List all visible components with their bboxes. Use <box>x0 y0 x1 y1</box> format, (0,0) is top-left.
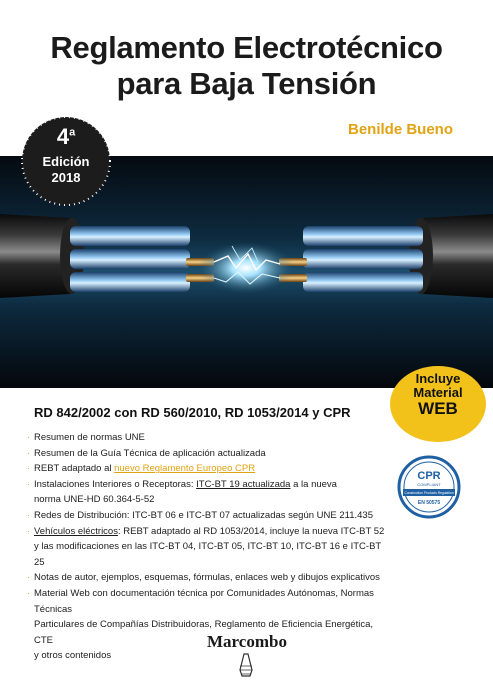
cpr-seal-top: CPR <box>417 470 441 482</box>
edition-number: 4 <box>56 124 70 149</box>
book-title-line-1: Reglamento Electrotécnico <box>50 30 443 65</box>
book-title-line-2: para Baja Tensión <box>116 66 377 101</box>
list-item: · Instalaciones Interiores o Receptoras: ITC-BT 19 actualizada a la nueva norma UNE-HD 60.364-5-52 <box>27 478 337 506</box>
edition-label: Edición <box>42 154 90 169</box>
web-material-text <box>389 372 487 418</box>
list-item: · Vehículos eléctricos: REBT adaptado al RD 1053/2014, incluye la nueva ITC-BT 52 y las modificaciones en las ITC-BT 04, ITC-BT 05, ITC-BT 10, ITC-BT 16 e ITC-BT 25 <box>27 525 385 568</box>
list-item: · Notas de autor, ejemplos, esquemas, fórmulas, enlaces web y dibujos explicativos <box>27 572 380 584</box>
cpr-seal-icon <box>397 455 461 519</box>
cpr-seal-sub: COMPLIANT <box>417 482 441 487</box>
cpr-seal-code: EN 50575 <box>417 500 441 506</box>
list-item: · Redes de Distribución: ITC-BT 06 e ITC-BT 07 actualizadas según UNE 211.435 <box>27 509 374 521</box>
edition-superscript: a <box>69 126 76 139</box>
publisher-name: Marcombo <box>207 632 287 651</box>
feature-list <box>27 430 394 664</box>
list-item: · REBT adaptado al nuevo Reglamento Europeo CPR <box>27 463 256 475</box>
list-item: · Material Web con documentación técnica por Comunidades Autónomas, Normas Técnicas Particulares de Compañías Distribuidoras, Reglamento de Eficiencia Energética, CTE y otros contenidos <box>27 587 374 662</box>
edition-year: 2018 <box>51 170 81 185</box>
web-badge-line-3: WEB <box>418 399 458 418</box>
list-item: · Resumen de normas UNE <box>27 432 145 443</box>
cpr-seal-band: Construction Products Regulation <box>404 491 454 495</box>
web-badge-line-1: Incluye <box>415 371 461 386</box>
edition-badge-text <box>19 114 113 208</box>
author-name: Benilde Bueno <box>347 121 453 138</box>
list-item: · Resumen de la Guía Técnica de aplicación actualizada <box>27 447 266 459</box>
rd-heading: RD 842/2002 con RD 560/2010, RD 1053/2014 y CPR <box>34 405 351 420</box>
web-badge-line-2: Material <box>413 385 463 400</box>
